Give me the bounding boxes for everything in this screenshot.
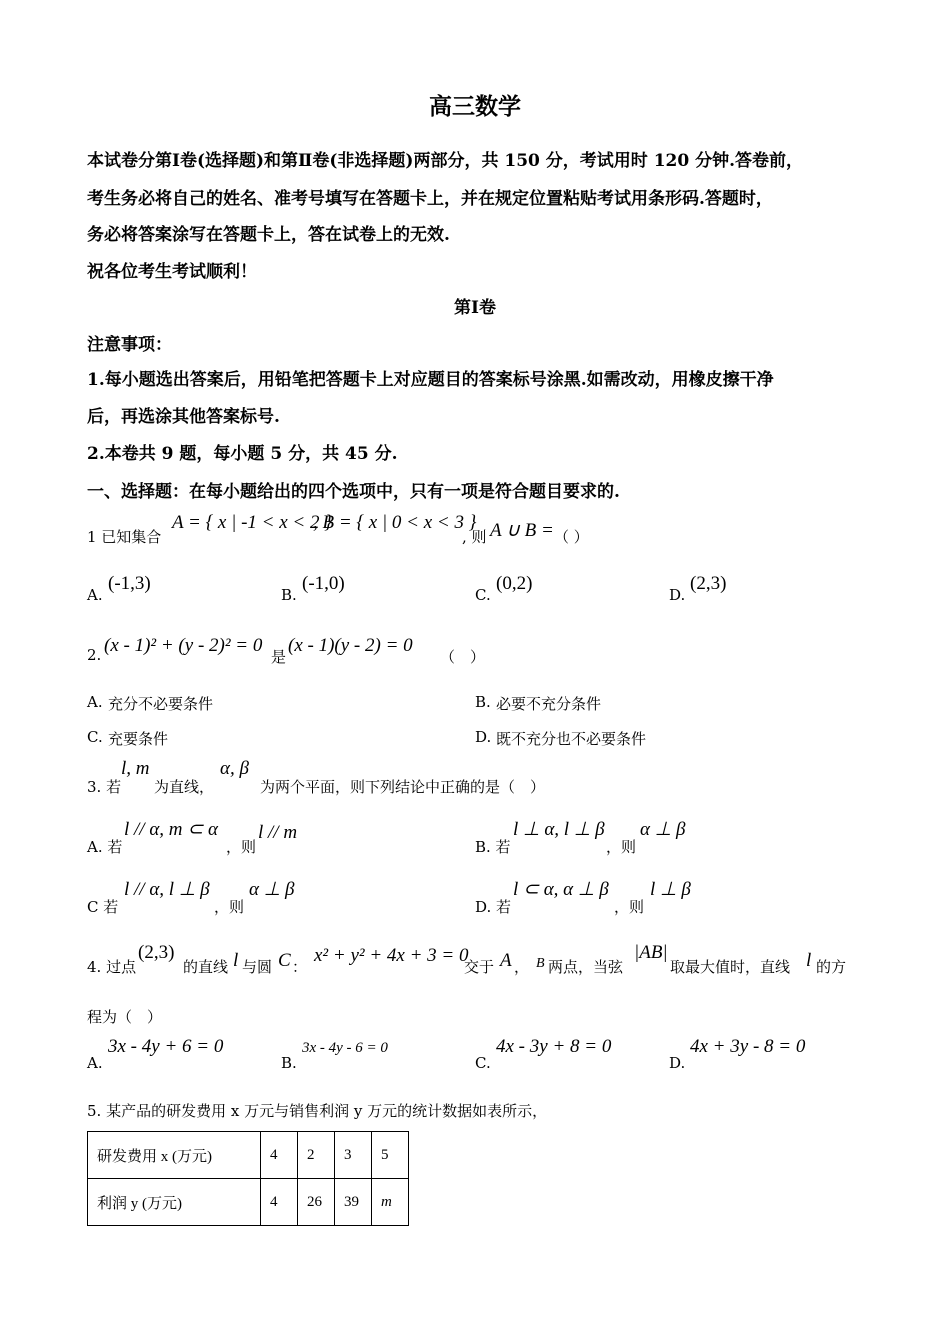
q4-line-2: 程为（ ）: [87, 1008, 163, 1026]
table-cell: m: [372, 1179, 409, 1226]
q4-comma: ，: [514, 958, 530, 976]
q1-option-d-label: D.: [669, 586, 686, 604]
q4-text-3: 与圆: [242, 958, 273, 976]
q5-text: 5. 某产品的研发费用 x 万元与销售利润 y 万元的统计数据如表所示，: [87, 1102, 548, 1120]
q4-circle-c: C: [278, 950, 291, 971]
q3-option-b-label: B. 若: [475, 838, 511, 856]
q2-number: 2.: [87, 646, 102, 664]
q4-colon: ：: [292, 958, 308, 976]
table-cell: 4: [261, 1179, 298, 1226]
section-title: 第Ⅰ卷: [454, 298, 496, 318]
intro-line-3: 务必将答案涂写在答题卡上，答在试卷上的无效.: [87, 225, 450, 245]
intro-line-1: 本试卷分第Ⅰ卷(选择题)和第Ⅱ卷(非选择题)两部分，共 150 分，考试用时 120 分钟.答卷前，: [87, 151, 804, 171]
q1-blank: （ ）: [554, 528, 589, 546]
intro-line-2: 考生务必将自己的姓名、准考号填写在答题卡上，并在规定位置粘贴考试用条形码.答题时，: [87, 189, 773, 209]
q3-option-d-concl: l ⊥ β: [650, 879, 691, 900]
q4-circle-equation: x² + y² + 4x + 3 = 0: [314, 945, 469, 966]
q4-option-a-label: A.: [87, 1054, 103, 1072]
q4-line-l: l: [233, 950, 239, 971]
q1-option-a-label: A.: [87, 586, 103, 604]
q3-option-c-then: ，则: [214, 898, 245, 916]
table-row-head: 利润 y (万元): [88, 1179, 261, 1226]
q4-option-d-value: 4x + 3y - 8 = 0: [690, 1036, 806, 1057]
q3-option-a-concl: l // m: [258, 822, 298, 843]
q4-text-5: 两点，当弦: [548, 958, 624, 976]
q2-option-c-label: C.: [87, 728, 103, 746]
table-cell: 4: [261, 1132, 298, 1179]
q1-option-c-label: C.: [475, 586, 491, 604]
q3-lines: l, m: [121, 758, 150, 779]
q3-planes: α, β: [220, 758, 249, 779]
q1-then: , 则: [462, 528, 487, 546]
q4-point: (2,3): [138, 942, 175, 963]
q1-set-a: A = { x | -1 < x < 2 }: [172, 512, 332, 533]
q1-prefix: 1 已知集合: [87, 528, 162, 546]
q2-option-a-label: A.: [87, 693, 103, 711]
q1-option-c-value: (0,2): [496, 573, 533, 594]
q1-option-b-value: (-1,0): [302, 573, 345, 594]
part-1-heading: 一、选择题：在每小题给出的四个选项中，只有一项是符合题目要求的.: [87, 482, 620, 502]
q3-option-d-label: D. 若: [475, 898, 512, 916]
q3-option-c-cond: l // α, l ⊥ β: [124, 879, 210, 900]
note-2: 2.本卷共 9 题，每小题 5 分，共 45 分.: [87, 444, 398, 464]
q3-option-c-concl: α ⊥ β: [249, 879, 295, 900]
q2-blank: （ ）: [440, 648, 486, 666]
q2-option-c-value: 充要条件: [108, 730, 169, 748]
q3-option-c-label: C 若: [87, 898, 119, 916]
q2-expr-1: (x - 1)² + (y - 2)² = 0: [104, 635, 263, 656]
table-cell: 5: [372, 1132, 409, 1179]
q3-option-a-cond: l // α, m ⊂ α: [124, 819, 218, 840]
q2-option-d-label: D.: [475, 728, 492, 746]
q2-option-b-label: B.: [475, 693, 491, 711]
note-1-line-1: 1.每小题选出答案后，用铅笔把答题卡上对应题目的答案标号涂黑.如需改动，用橡皮擦干净: [87, 370, 774, 390]
q3-option-b-cond: l ⊥ α, l ⊥ β: [513, 819, 605, 840]
q1-option-d-value: (2,3): [690, 573, 727, 594]
q3-prefix: 3. 若: [87, 778, 122, 796]
q1-option-a-value: (-1,3): [108, 573, 151, 594]
q3-option-a-label: A. 若: [87, 838, 123, 856]
table-row: [88, 1179, 409, 1226]
q4-text-2: 的直线: [183, 958, 229, 976]
q4-option-b-label: B.: [281, 1054, 297, 1072]
q3-option-b-then: ，则: [606, 838, 637, 856]
q3-option-d-then: ，则: [614, 898, 645, 916]
q2-mid: 是: [271, 648, 287, 666]
q4-point-b: B: [536, 956, 545, 971]
q4-option-d-label: D.: [669, 1054, 686, 1072]
q4-text-4: 交于: [464, 958, 495, 976]
q4-option-a-value: 3x - 4y + 6 = 0: [108, 1036, 224, 1057]
notes-heading: 注意事项：: [87, 335, 172, 355]
q4-point-a: A: [500, 950, 512, 971]
q2-option-b-value: 必要不充分条件: [496, 695, 602, 713]
q4-line-l-2: l: [806, 950, 812, 971]
q1-union-expr: A ∪ B =: [490, 520, 554, 541]
q1-option-b-label: B.: [281, 586, 297, 604]
q2-expr-2: (x - 1)(y - 2) = 0: [288, 635, 413, 656]
q3-option-b-concl: α ⊥ β: [640, 819, 686, 840]
table-row-head: 研发费用 x (万元): [88, 1132, 261, 1179]
table-cell: 3: [335, 1132, 372, 1179]
table-cell: 2: [298, 1132, 335, 1179]
q3-text-2: 为两个平面，则下列结论中正确的是（ ）: [260, 778, 546, 796]
q2-option-d-value: 既不充分也不必要条件: [496, 730, 647, 748]
table-cell: 39: [335, 1179, 372, 1226]
q1-set-b: , B = { x | 0 < x < 3 }: [313, 512, 477, 533]
q4-text-1: 4. 过点: [87, 958, 137, 976]
q3-text-1: 为直线，: [154, 778, 215, 796]
q4-chord-ab: |AB|: [634, 942, 668, 963]
q4-option-c-value: 4x - 3y + 8 = 0: [496, 1036, 612, 1057]
page-title: 高三数学: [429, 93, 521, 120]
q2-option-a-value: 充分不必要条件: [108, 695, 214, 713]
q4-option-c-label: C.: [475, 1054, 491, 1072]
q4-option-b-value: 3x - 4y - 6 = 0: [302, 1040, 388, 1056]
intro-line-4: 祝各位考生考试顺利！: [87, 262, 257, 282]
table-cell: 26: [298, 1179, 335, 1226]
table-row: [88, 1132, 409, 1179]
note-1-line-2: 后，再选涂其他答案标号.: [87, 407, 280, 427]
q3-option-a-then: ，则: [226, 838, 257, 856]
q4-text-6: 取最大值时，直线: [670, 958, 791, 976]
q5-data-table: [87, 1131, 409, 1226]
q3-option-d-cond: l ⊂ α, α ⊥ β: [513, 879, 609, 900]
q4-text-7: 的方: [816, 958, 847, 976]
